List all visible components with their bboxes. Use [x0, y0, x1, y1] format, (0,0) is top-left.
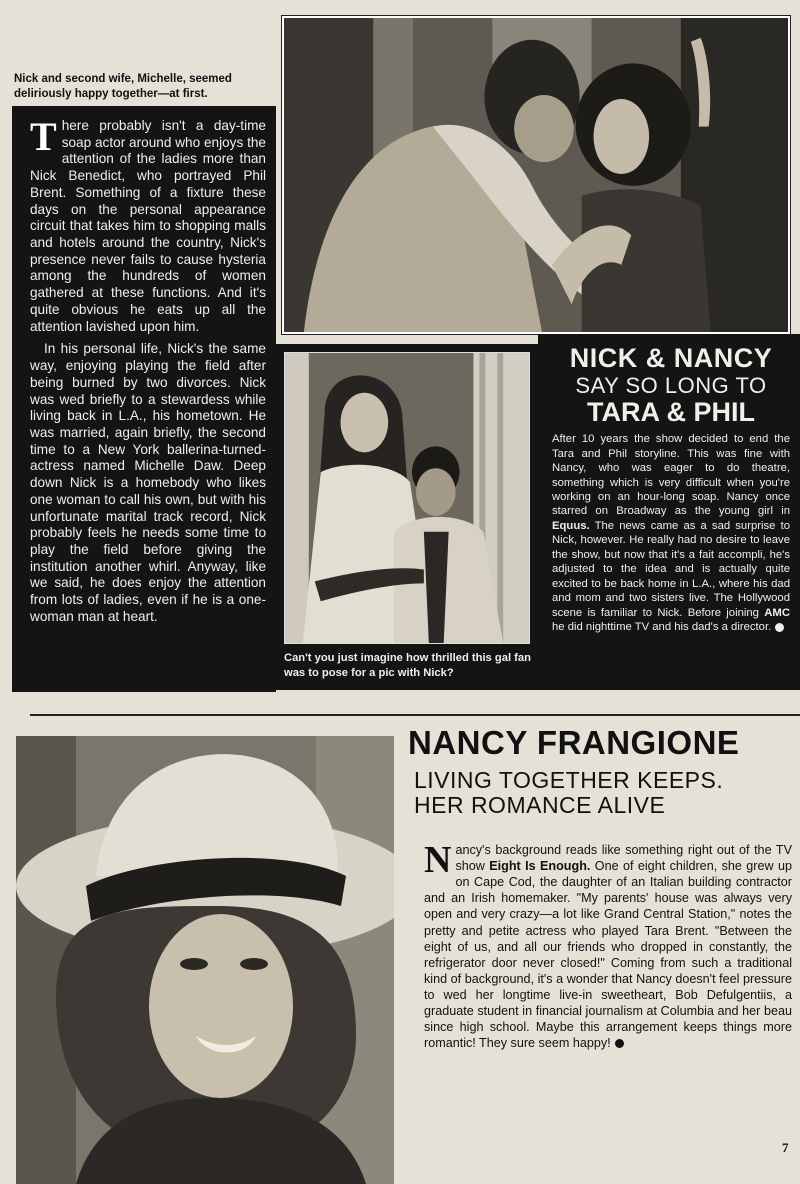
- nick-paragraph-1: here probably isn't a day-time soap actor around who enjoys the attention of the ladies more than Nick Benedict, who portrayed Phil Brent. Something of a fixture these days on the personal appearance circuit that takes him to shopping malls and hotels around the country, Nick's presence never fails to cause hysteria among the hundreds of women gathered at these functions. And it's quite obvious he eats up all the attention lavished upon him.: [30, 118, 266, 334]
- nick-nancy-panel: [538, 334, 800, 690]
- top-photo-caption: Nick and second wife, Michelle, seemed deliriously happy together—at first.: [14, 73, 232, 100]
- nn-title-line-3: TARA & PHIL: [587, 397, 755, 428]
- section-divider: [30, 714, 800, 716]
- nn-body-text-a: After 10 years the show decided to end the Tara and Phil storyline. This was fine with Nancy, who was eager to do theatre, something which is very difficult when you're working on an hour-long soap. Nancy once starred on Broadway as the young girl in: [552, 433, 790, 518]
- end-mark-icon: [775, 623, 784, 632]
- nancy-subtitle-line-2: HER ROMANCE ALIVE: [414, 792, 666, 819]
- nn-title-line-1: NICK & NANCY: [569, 343, 773, 373]
- nancy-body-text-a: ancy's background reads like something right out of the TV show: [455, 843, 792, 874]
- nancy-show-title-eight-is-enough: Eight Is Enough.: [489, 859, 591, 874]
- nancy-body-text-c: One of eight children, she grew up on Cape Cod, the daughter of an Italian building contractor and an Irish homemaker. "My parents' house was always very open and very crazy—a lot like Grand Central Station," notes the pretty and petite actress who played Tara Brent. "Between the eight of us, and all our friends who dropped in constantly, the refrigerator door never closed!" Coming from such a traditional kind of background, it's a wonder that Nancy doesn't feel pressure to wed her longtime live-in sweetheart, Bob Defulgentiis, a graduate student in financial journalism at Columbia and her beau since high school. Maybe this arrangement keeps things more romantic! They sure seem happy!: [424, 859, 792, 1051]
- nn-title-line-2: SAY SO LONG TO: [575, 373, 767, 399]
- photo-nancy-frangione: [16, 736, 394, 1184]
- nancy-subtitle-line-1: LIVING TOGETHER KEEPS.: [414, 767, 724, 793]
- dropcap-t: T: [30, 114, 57, 159]
- end-mark-icon: [615, 1039, 624, 1048]
- nn-show-title-equus: Equus.: [552, 519, 590, 532]
- nn-body: [552, 432, 790, 634]
- photo-nick-with-fan: [284, 352, 530, 644]
- page-number: 7: [782, 1140, 789, 1155]
- nick-article: [12, 106, 276, 692]
- nancy-article-body: [424, 839, 792, 1051]
- nick-paragraph-2: In his personal life, Nick's the same way, enjoying playing the field after being burned by two divorces. Nick was wed briefly to a stewardess while living back in L.A., his hometown. He was married, again briefly, the second time to a New York ballerina-turned-actress named Michelle Daw. Deep down Nick is a homebody who likes one woman to call his own, but with his unfortunate marital track record, Nick probably feels he needs some time to play the field before giving the institution another whirl. Anyway, like we said, he does enjoy the attention from lots of ladies, even if he is a one-woman man at heart.: [30, 341, 266, 624]
- dropcap-n: N: [424, 839, 452, 881]
- nancy-article-title: NANCY FRANGIONE: [408, 724, 740, 761]
- nn-network-amc: AMC: [764, 606, 790, 619]
- nn-body-text-c: The news came as a sad surprise to Nick, however. He really had no desire to leave the show, but now that it's a fait accompli, he's adjusted to the idea and is actually quite excited to be back home in L.A., where his dad and mom and two sisters live. The Hollywood scene is familiar to Nick. Before joining: [552, 519, 790, 619]
- nancy-article-subtitle: [414, 768, 794, 819]
- mid-photo-caption: Can't you just imagine how thrilled this gal fan was to pose for a pic with Nick?: [284, 652, 531, 679]
- nn-body-text-e: he did nighttime TV and his dad's a director.: [552, 621, 772, 634]
- photo-nick-and-michelle: [282, 16, 790, 334]
